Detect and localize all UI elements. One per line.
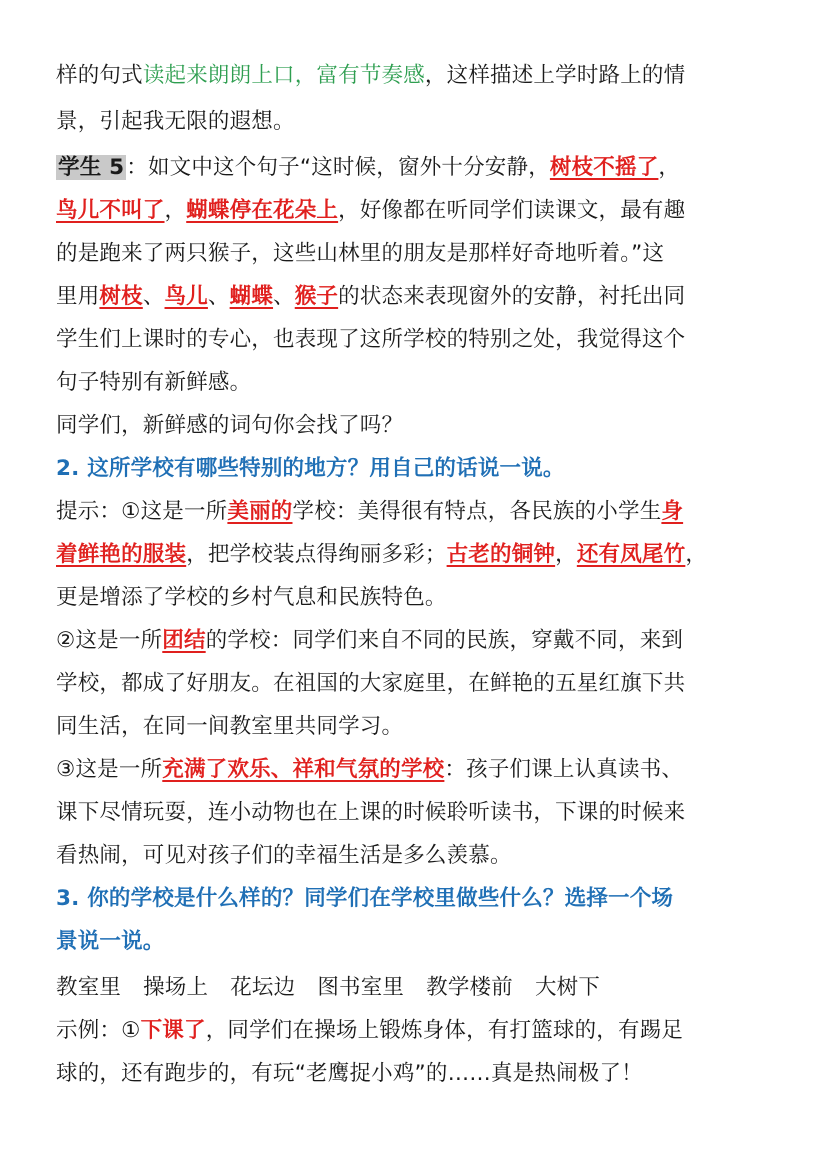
text: 学校：美得很有特点，各民族的小学生 [292,499,662,524]
text: 的学校：同学们来自不同的民族，穿戴不同，来到 [205,628,684,653]
text-line [56,1013,683,1049]
text: 、 [142,284,165,309]
text: 里用 [56,284,100,309]
highlight-red: 下课了 [140,1018,206,1043]
highlight-red: 着鲜艳的服装 [56,542,187,567]
highlight-red: 树枝 [99,284,143,309]
text-line [56,193,685,229]
place-item: 图书室里 [317,975,405,1000]
place-item: 教学楼前 [426,975,513,1000]
text: ，把学校装点得绚丽多彩； [186,542,447,567]
text: 示例：① [56,1018,141,1043]
text: ②这是一所 [56,628,163,653]
places-list [56,970,600,1006]
text: ， [164,198,187,223]
text-line [56,365,251,401]
text: 学校，都成了好朋友。在祖国的大家庭里，在鲜艳的五星红旗下共 [56,671,686,696]
text: 同学们，新鲜感的词句你会找了吗？ [56,413,404,438]
text-line [56,1056,643,1092]
text-line [56,322,685,358]
text-line [56,236,664,272]
text: ：如文中这个句子“这时候，窗外十分安静， [126,155,550,180]
place-item: 大树下 [534,975,601,1000]
text: ：孩子们课上认真读书、 [444,757,684,782]
highlight-red: 古老的铜钟 [446,542,556,567]
highlight-red: 身 [661,499,684,524]
text: ， [658,155,681,180]
student-label: 学生 5 [58,155,125,180]
text: 、 [273,284,295,309]
highlight-red: 还有凤尾竹 [576,542,686,567]
text-line [56,580,447,616]
text-line [56,494,683,530]
text-line [56,537,707,573]
text-line [56,58,685,94]
highlight-red: 美丽的 [227,499,293,524]
highlight-red: 团结 [162,628,206,653]
text: ，同学们在操场上锻炼身体，有打篮球的，有踢足 [205,1018,684,1043]
text-line [56,838,512,874]
highlight-red: 鸟儿 [164,284,208,309]
text-line [56,752,683,788]
text: 同生活，在同一间教室里共同学习。 [56,714,404,739]
question-heading [56,924,165,960]
place-item: 教室里 [56,975,122,1000]
text: ，好像都在听同学们读课文，最有趣 [338,198,686,223]
place-item: 操场上 [143,975,209,1000]
text-line [56,623,683,659]
text: 的状态来表现窗外的安静，衬托出同 [338,284,686,309]
text: ，这样描述上学时路上的情 [424,63,686,88]
text: ， [685,542,708,567]
highlight-green: 读起来朗朗上口，富有节奏感 [142,63,425,88]
text: 的是跑来了两只猴子，这些山林里的朋友是那样好奇地听着。”这 [56,241,665,266]
heading-text: 3. 你的学校是什么样的？同学们在学校里做些什么？选择一个场 [56,886,674,911]
text-line [56,709,403,745]
highlight-red: 猴子 [294,284,339,309]
text-line [56,666,685,702]
place-item: 花坛边 [230,975,296,1000]
heading-text: 景说一说。 [56,929,165,954]
highlight-red: 蝴蝶停在花朵上 [186,198,339,223]
text: 课下尽情玩耍，连小动物也在上课的时候聆听读书，下课的时候来 [56,800,686,825]
text: 学生们上课时的专心，也表现了这所学校的特别之处，我觉得这个 [56,327,686,352]
highlight-red: 蝴蝶 [229,284,274,309]
text-line [56,104,295,140]
text: 更是增添了学校的乡村气息和民族特色。 [56,585,447,610]
text: 球的，还有跑步的，有玩“老鹰捉小鸡”的……真是热闹极了！ [56,1061,643,1086]
text: ， [555,542,577,567]
question-heading [56,881,673,917]
text-line [56,150,680,186]
question-heading [56,451,565,487]
heading-text: 2. 这所学校有哪些特别的地方？用自己的话说一说。 [56,456,565,481]
text-line [56,279,685,315]
text: 提示：①这是一所 [56,499,228,524]
highlight-red: 鸟儿不叫了 [56,198,165,223]
text: 景，引起我无限的遐想。 [56,109,295,134]
highlight-red: 充满了欢乐、祥和气氛的学校 [162,757,445,782]
text: 、 [207,284,230,309]
text: 句子特别有新鲜感。 [56,370,252,395]
highlight-red: 树枝不摇了 [549,155,659,180]
text-line [56,795,685,831]
text: 样的句式 [56,63,143,88]
text: 看热闹，可见对孩子们的幸福生活是多么羡慕。 [56,843,512,868]
text-line [56,408,403,444]
text: ③这是一所 [56,757,163,782]
